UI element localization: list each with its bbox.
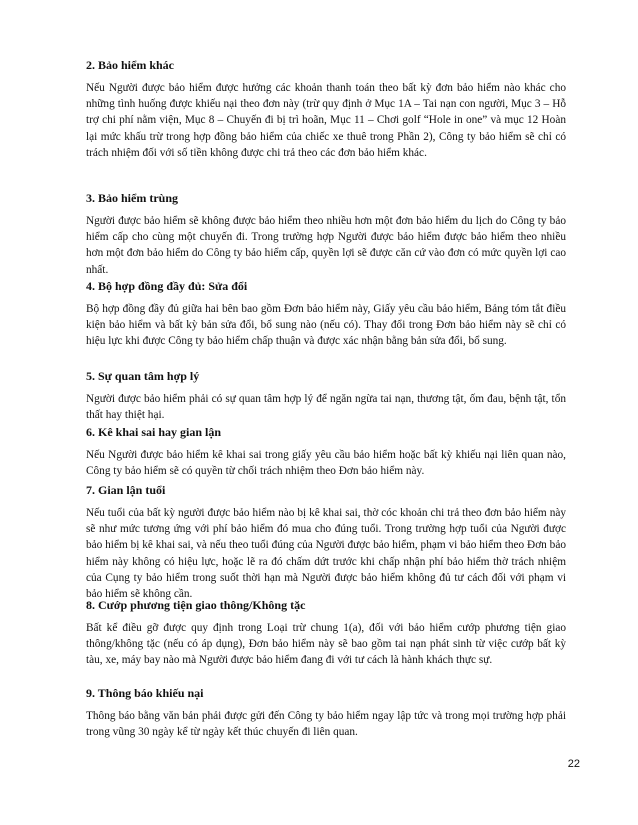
section-misrepresentation — [86, 424, 566, 479]
section-body: Thông báo bằng văn bản phải được gửi đến Công ty bảo hiểm ngay lập tức và trong mọi trường hợp phải trong vũng 30 ngày kể từ ngày kết thúc chuyến đi liên quan. — [86, 710, 566, 739]
page-number: 22 — [567, 758, 580, 770]
section-heading: 8. Cướp phương tiện giao thông/Không tặc — [86, 598, 306, 612]
section-heading: 6. Kê khai sai hay gian lận — [86, 425, 222, 439]
section-body: Nếu tuổi của bất kỳ người được bảo hiểm nào bị kê khai sai, thờ cóc khoản chi trả theo đơn bảo hiểm này sẽ như mức tương ứng với phí bảo hiểm đó mua cho đúng tuổi. Trong trường hợp tuổi của Người được bảo hiểm bị kê khai sai, và nếu theo tuổi đúng của Người được bảo hiểm, phạm vi bảo hiểm theo Đơn bảo hiểm này không có hiệu lực, hoặc lẽ ra đó chấm dứt trước khi chấp nhận phí bảo hiểm thờ trách nhiệm của Cụng ty bảo hiểm trong suốt thời hạn mà Người được bảo hiểm không đủ tư cách đối với phạm vi bảo hiểm sẽ không cần. — [86, 507, 566, 601]
section-heading: 3. Bảo hiểm trùng — [86, 191, 179, 205]
section-body: Bộ hợp đồng đầy đủ giữa hai bên bao gồm Đơn bảo hiểm này, Giấy yêu cầu bảo hiểm, Bảng tóm tắt điều kiện bảo hiểm và bất kỳ bản sửa đổi, bổ sung nào (nếu có). Thay đổi trong Đơn bảo hiểm này sẽ chỉ có hiệu lực khi được Công ty bảo hiểm chấp thuận và được xác nhận bằng bản sửa đổi, bổ sung. — [86, 303, 566, 348]
section-heading: 7. Gian lận tuổi — [86, 483, 166, 497]
section-age-misstatement — [86, 482, 566, 602]
section-duplicate-insurance — [86, 190, 566, 278]
section-body: Nếu Người được bảo hiểm kê khai sai trong giấy yêu cầu bảo hiểm hoặc bất kỳ khiếu nại liên quan nào, Công ty bảo hiểm sẽ có quyền từ chối trách nhiệm theo Đơn bảo hiểm này. — [86, 449, 566, 478]
section-heading: 5. Sự quan tâm hợp lý — [86, 369, 200, 383]
section-body: Bất kể điều gỡ được quy định trong Loại trừ chung 1(a), đối với bảo hiểm cướp phương tiện giao thông/không tặc (nếu có áp dụng), Đơn bảo hiểm này sẽ bao gồm tai nạn phát sinh từ việc cướp bất kỳ tàu, xe, máy bay nào mà Người được bảo hiểm đang đi với tư cách là hành khách thực sự. — [86, 622, 566, 667]
section-hijacking — [86, 597, 566, 669]
section-heading: 2. Bảo hiểm khác — [86, 58, 175, 72]
section-reasonable-care — [86, 368, 566, 423]
section-body: Người được bảo hiểm sẽ không được bảo hiểm theo nhiều hơn một đơn bảo hiểm du lịch do Công ty bảo hiểm cấp cho cùng một chuyến đi. Trong trường hợp Người được bảo hiểm được bảo hiểm theo nhiều hơn một đơn bảo hiểm do Công ty bảo hiểm cấp, quyền lợi sẽ được căn cứ vào đơn có mức quyền lợi cao nhất. — [86, 215, 566, 276]
section-heading: 9. Thông báo khiếu nại — [86, 686, 204, 700]
section-body: Nếu Người được bảo hiểm được hưởng các khoản thanh toán theo bất kỳ đơn bảo hiểm nào khác cho những tình huống được khiếu nại theo đơn này (trừ quy định ở Mục 1A – Tai nạn con người, Mục 3 – Hỗ trợ chi phí nằm viện, Mục 8 – Chuyến đi bị trì hoãn, Mục 11 – Chơi golf “Hole in one” và mục 12 Hoàn lại mức khấu trừ trong hợp đồng bảo hiểm của chiếc xe thuê trong Phần 2), Công ty bảo hiểm sẽ chỉ có trách nhiệm đối với số tiền không được chi trả theo các đơn bảo hiểm khác. — [86, 82, 566, 159]
section-entire-contract — [86, 278, 566, 350]
section-other-insurance — [86, 57, 566, 161]
section-heading: 4. Bộ hợp đồng đầy đủ: Sửa đổi — [86, 279, 248, 293]
section-claim-notice — [86, 685, 566, 740]
section-body: Người được bảo hiểm phải có sự quan tâm hợp lý để ngăn ngừa tai nạn, thương tật, ốm đau, bệnh tật, tổn thất hay thiệt hại. — [86, 393, 566, 422]
